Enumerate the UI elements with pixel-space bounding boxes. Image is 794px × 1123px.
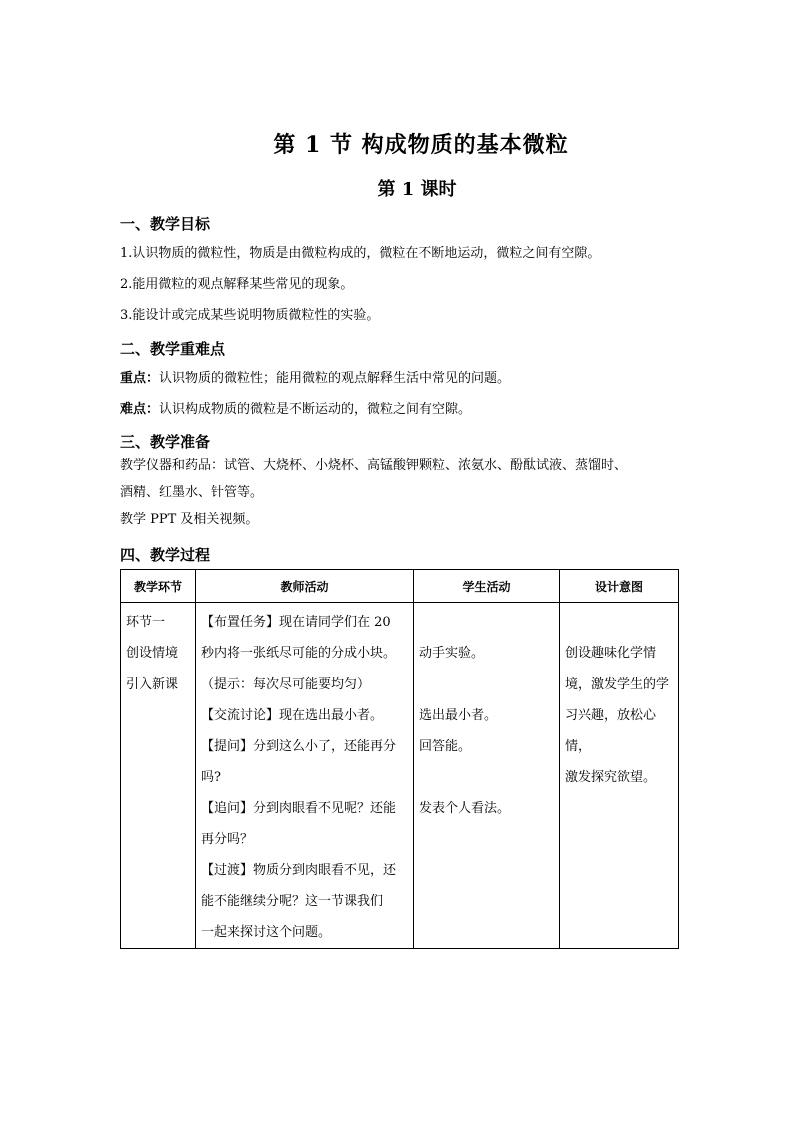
intent-line: 激发探究欲望。	[565, 770, 657, 785]
student-line: 动手实验。	[419, 646, 485, 661]
stage-cell	[121, 603, 196, 949]
teacher-activity-cell	[196, 603, 414, 949]
teaching-process-table	[120, 569, 679, 949]
page-title: 第 1 节 构成物质的基本微粒	[273, 132, 569, 158]
goal-item: 1.认识物质的微粒性，物质是由微粒构成的，微粒在不断地运动，微粒之间有空隙。	[120, 246, 601, 261]
stage-line: 环节一	[126, 615, 166, 630]
student-line: 发表个人看法。	[419, 801, 511, 816]
goals-heading: 一、教学目标	[120, 215, 211, 233]
teacher-line: 秒内将一张纸尽可能的分成小块。	[201, 646, 397, 661]
column-header: 教学环节	[121, 570, 196, 603]
preparation-heading: 三、教学准备	[120, 433, 211, 451]
intent-line: 境，激发学生的学	[565, 677, 670, 692]
design-intent-cell	[560, 603, 679, 949]
teacher-line: （提示：每次尽可能要均匀）	[201, 677, 371, 692]
key-point-text: 认识物质的微粒性；能用微粒的观点解释生活中常见的问题。	[159, 371, 511, 386]
key-point-line	[120, 370, 510, 388]
student-activity-cell	[414, 603, 560, 949]
stage-line: 引入新课	[126, 677, 179, 692]
teacher-line: 【追问】分到肉眼看不见呢？还能	[201, 801, 397, 816]
intent-line: 创设趣味化学情	[565, 646, 657, 661]
table-header-row	[121, 570, 679, 603]
process-heading: 四、教学过程	[120, 546, 211, 564]
column-header: 设计意图	[560, 570, 679, 603]
goal-item: 2.能用微粒的观点解释某些常见的现象。	[120, 277, 354, 292]
table-row	[121, 603, 679, 949]
difficult-point-label: 难点：	[120, 402, 160, 417]
column-header: 教师活动	[196, 570, 414, 603]
difficult-point-line	[120, 401, 471, 419]
teacher-line: 再分吗？	[201, 832, 254, 847]
student-line: 回答能。	[419, 739, 472, 754]
teacher-line: 【布置任务】现在请同学们在 20	[201, 615, 391, 630]
teacher-line: 能不能继续分呢？这一节课我们	[201, 894, 384, 909]
teacher-line: 【提问】分到这么小了，还能再分	[201, 739, 397, 754]
teacher-line: 【交流讨论】现在选出最小者。	[201, 708, 384, 723]
intent-line: 习兴趣，放松心情，	[565, 708, 657, 754]
preparation-text: 酒精、红墨水、针管等。	[120, 485, 264, 500]
key-point-label: 重点：	[120, 371, 160, 386]
teacher-line: 【过渡】物质分到肉眼看不见，还	[201, 863, 397, 878]
preparation-text: 教学 PPT 及相关视频。	[120, 512, 259, 527]
difficult-point-text: 认识构成物质的微粒是不断运动的，微粒之间有空隙。	[159, 402, 472, 417]
lesson-subtitle: 第 1 课时	[377, 179, 457, 200]
student-line: 选出最小者。	[419, 708, 498, 723]
stage-line: 创设情境	[126, 646, 179, 661]
key-points-heading: 二、教学重难点	[120, 340, 226, 358]
column-header: 学生活动	[414, 570, 560, 603]
teacher-line: 吗?	[201, 770, 221, 785]
goal-item: 3.能设计或完成某些说明物质微粒性的实验。	[120, 308, 380, 323]
preparation-text: 教学仪器和药品：试管、大烧杯、小烧杯、高锰酸钾颗粒、浓氨水、酚酞试液、蒸馏时、	[120, 458, 628, 473]
teacher-line: 一起来探讨这个问题。	[201, 925, 332, 940]
